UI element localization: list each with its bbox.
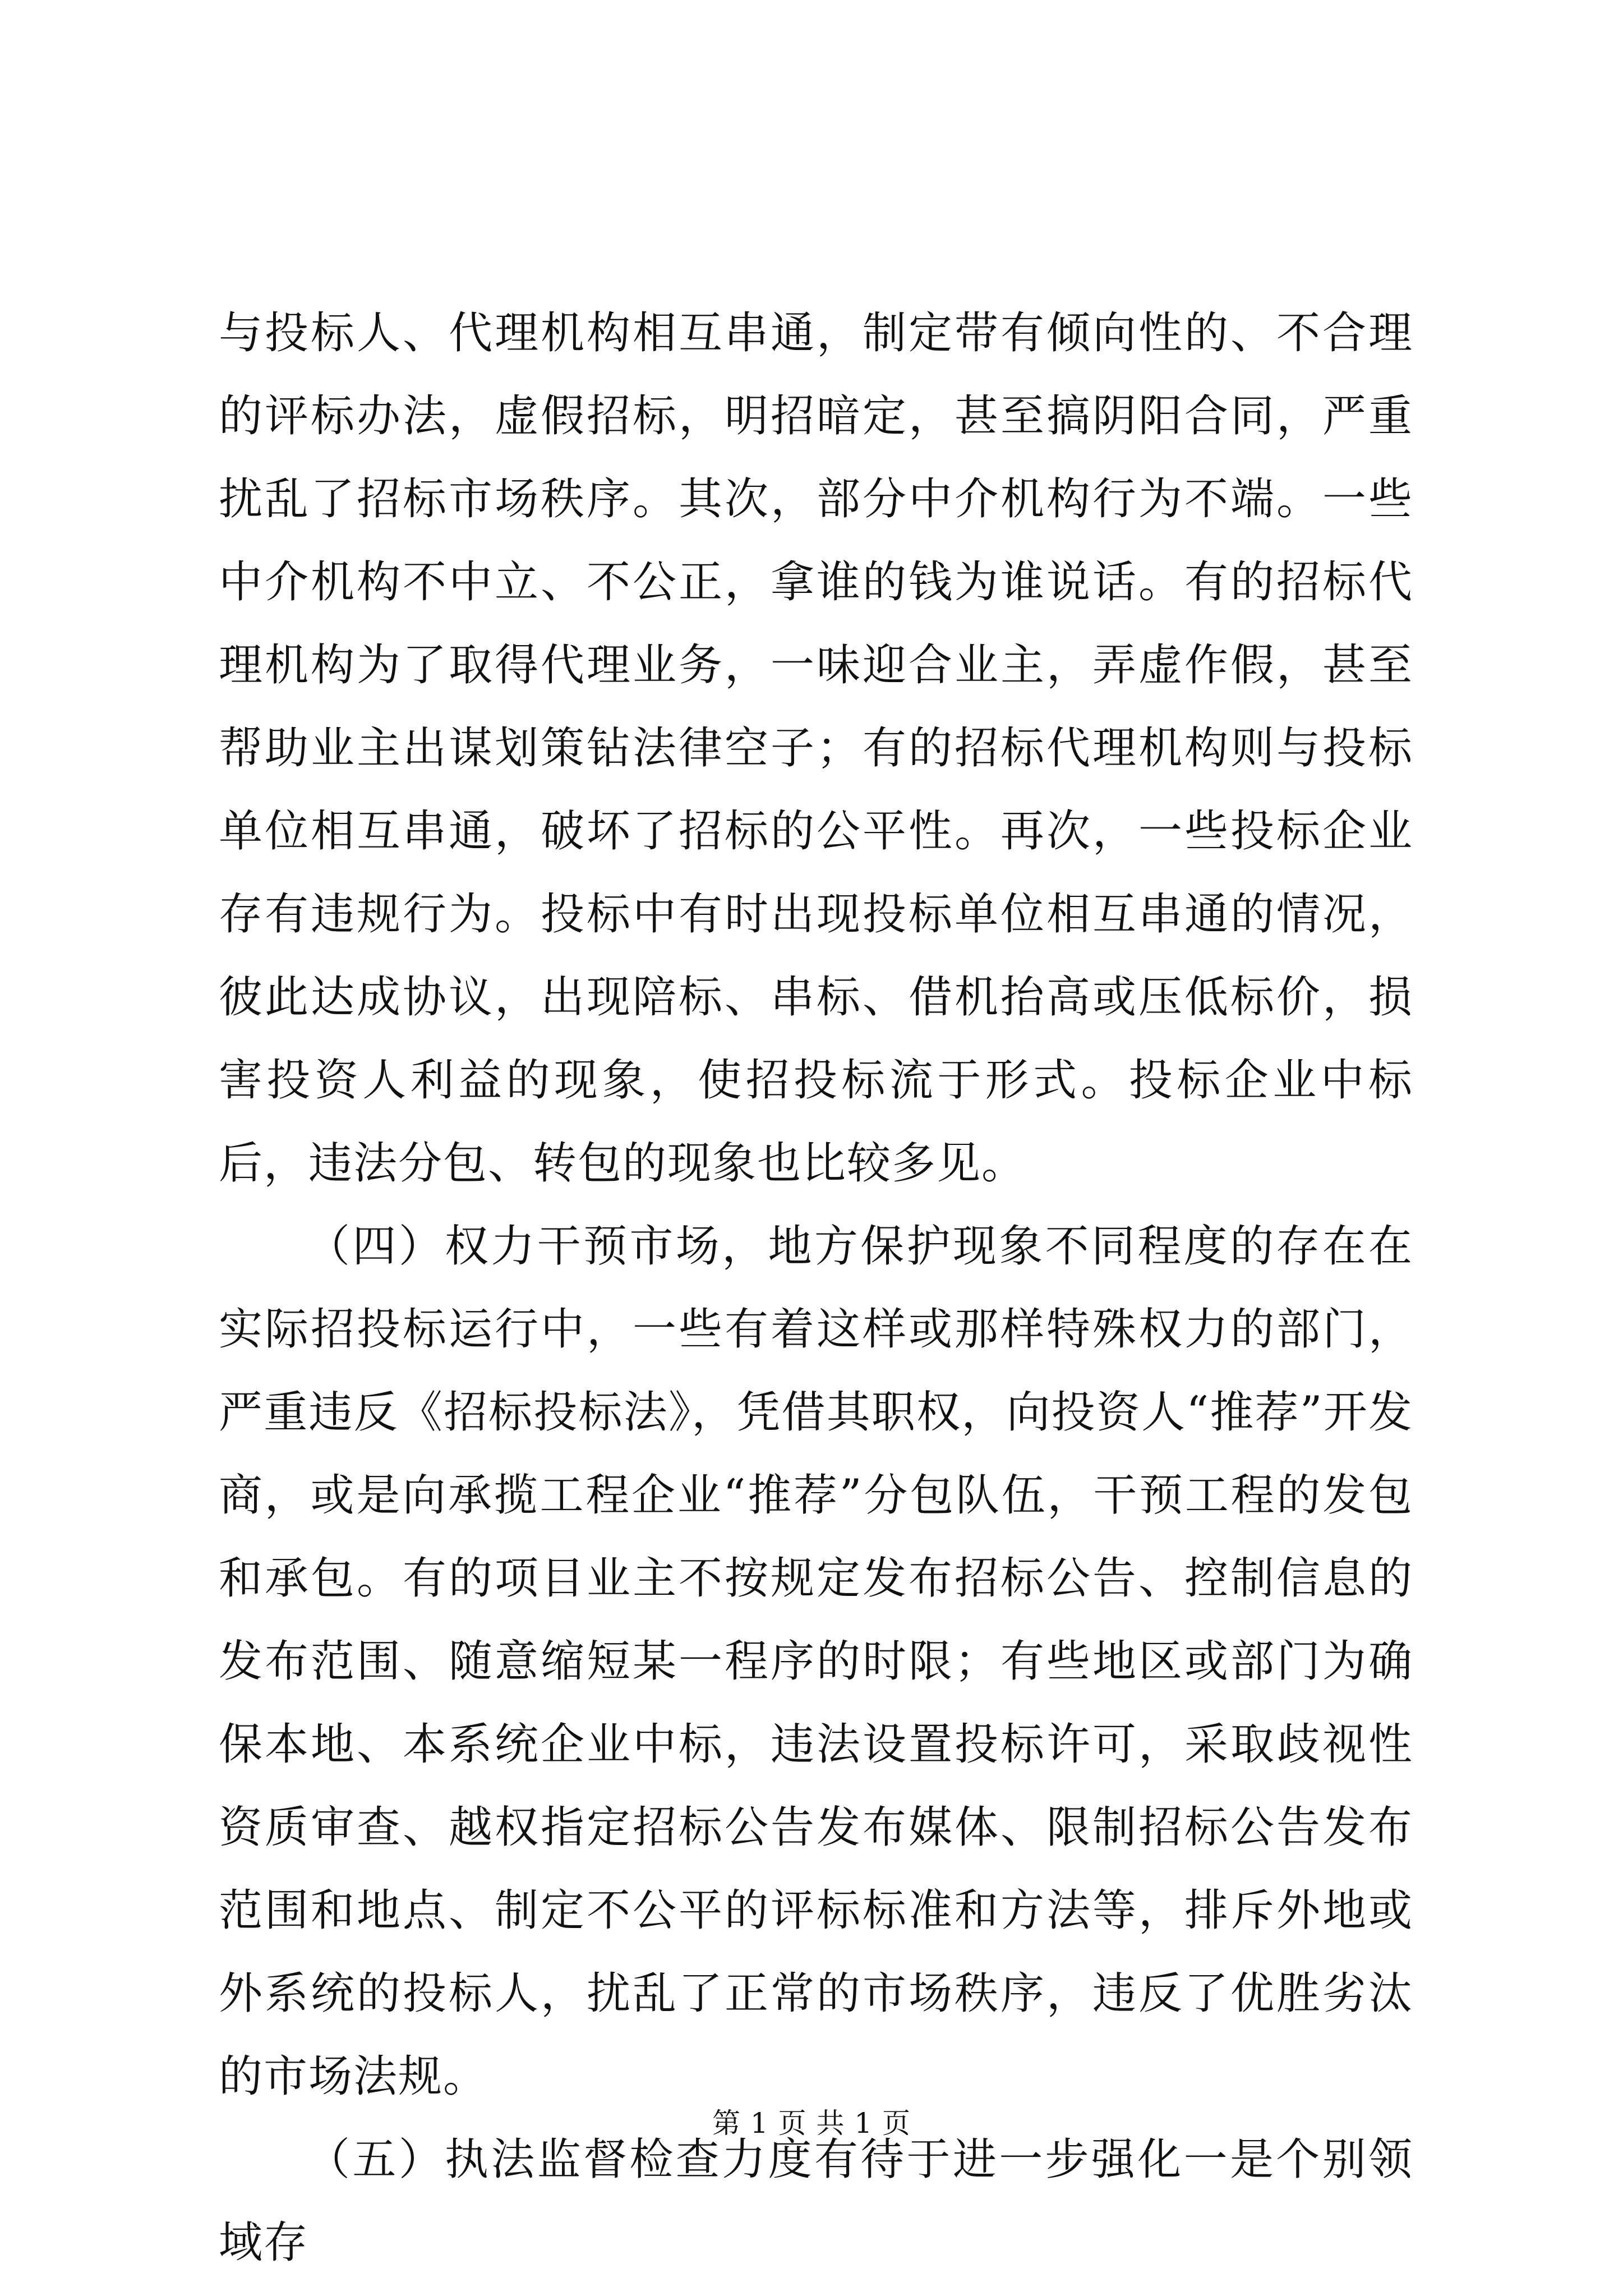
paragraph-continuation: 与投标人、代理机构相互串通，制定带有倾向性的、不合理的评标办法，虚假招标，明招暗定，甚至搞阴阳合同，严重扰乱了招标市场秩序。其次，部分中介机构行为不端。一些中介机构不中立、不公正，拿谁的钱为谁说话。有的招标代理机构为了取得代理业务，一味迎合业主，弄虚作假，甚至帮助业主出谋划策钻法律空子；有的招标代理机构则与投标单位相互串通，破坏了招标的公平性。再次，一些投标企业存有违规行为。投标中有时出现投标单位相互串通的情况，彼此达成协议，出现陪标、串标、借机抬高或压低标价，损害投资人利益的现象，使招投标流于形式。投标企业中标后，违法分包、转包的现象也比较多见。 [219, 308, 1413, 1189]
page-footer: 第 1 页 共 1 页 [712, 2107, 911, 2139]
paragraph-section-4: （四）权力干预市场，地方保护现象不同程度的存在在实际招投标运行中，一些有着这样或那样特殊权力的部门，严重违反《招标投标法》，凭借其职权，向投资人“推荐”开发商，或是向承揽工程企业“推荐”分包队伍，干预工程的发包和承包。有的项目业主不按规定发布招标公告、控制信息的发布范围、随意缩短某一程序的时限；有些地区或部门为确保本地、本系统企业中标，违法设置投标许可，采取歧视性资质审查、越权指定招标公告发布媒体、限制招标公告发布范围和地点、制定不公平的评标标准和方法等，排斥外地或外系统的投标人，扰乱了正常的市场秩序，违反了优胜劣汰的市场法规。 [219, 1221, 1413, 2102]
document-body [219, 292, 1413, 2284]
paragraph-section-5: （五）执法监督检查力度有待于进一步强化一是个别领域存 [219, 2134, 1413, 2268]
